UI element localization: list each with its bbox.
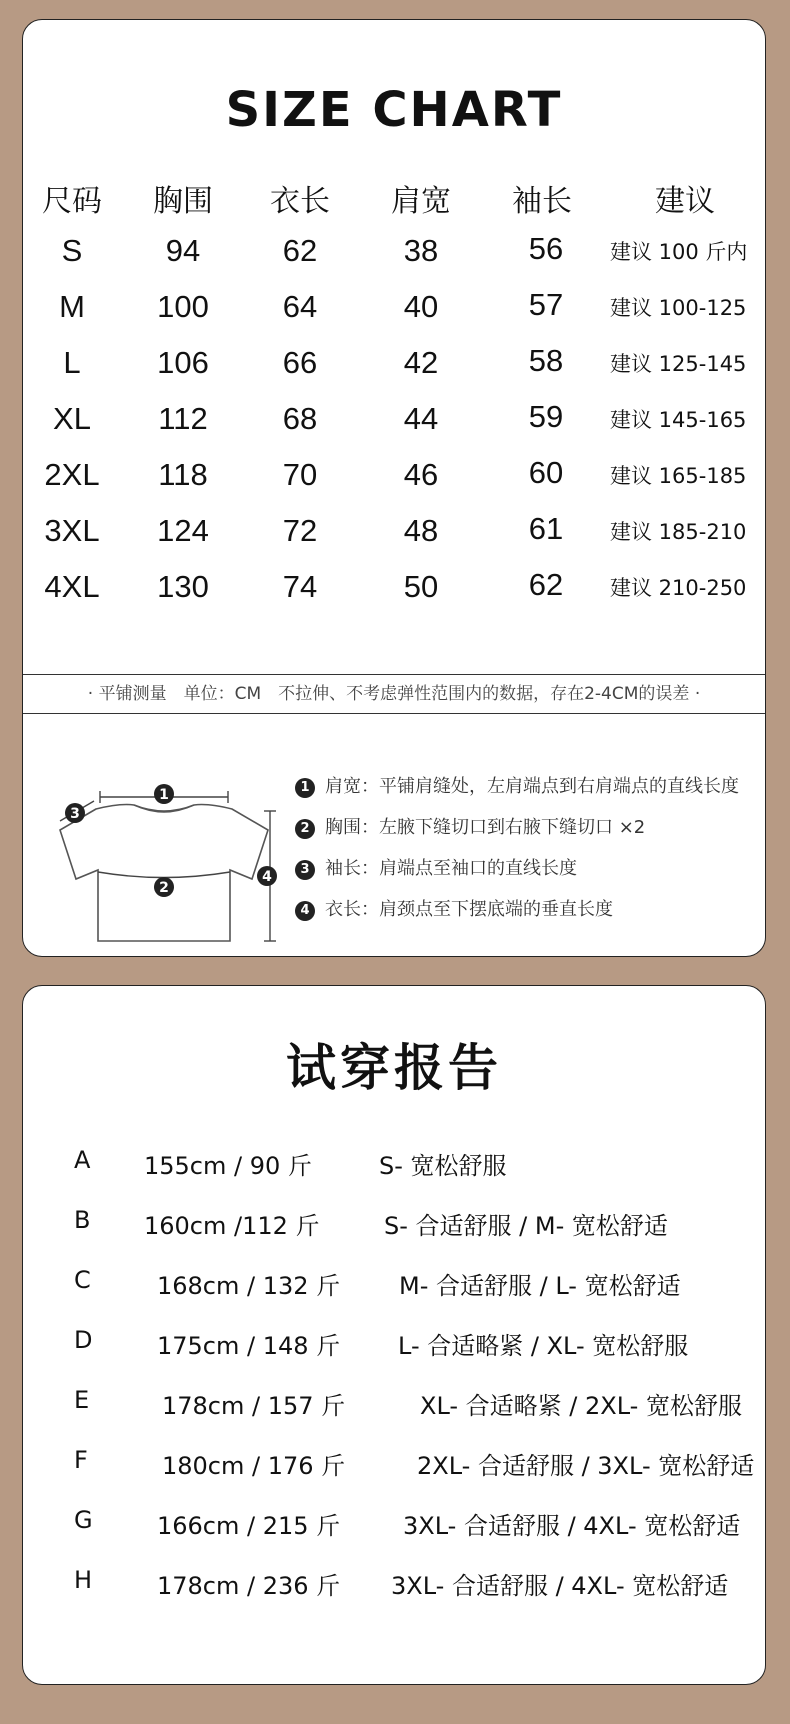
report-stats: 168cm / 132 斤: [157, 1272, 341, 1300]
cell-sleeve: 56: [528, 231, 564, 266]
header-chest: 胸围: [153, 184, 213, 219]
header-sleeve: 袖长: [512, 184, 572, 219]
size-chart-title: SIZE CHART: [225, 82, 563, 138]
cell-length: 74: [282, 569, 318, 604]
cell-length: 68: [282, 401, 318, 436]
try-on-report-card: [22, 985, 766, 1685]
cell-sleeve: 60: [528, 455, 564, 490]
cell-length: 62: [282, 233, 318, 268]
cell-length: 66: [282, 345, 318, 380]
cell-chest: 94: [165, 233, 201, 268]
legend-text: 袖长：肩端点至袖口的直线长度: [325, 858, 577, 879]
mark-2-label: 2: [159, 880, 169, 896]
cell-chest: 112: [158, 401, 208, 436]
report-result: M- 合适舒服 / L- 宽松舒适: [399, 1272, 681, 1300]
legend-item: [295, 854, 577, 880]
cell-length: 72: [282, 513, 318, 548]
legend-text: 衣长：肩颈点至下摆底端的垂直长度: [325, 899, 613, 920]
report-result: S- 合适舒服 / M- 宽松舒适: [384, 1212, 668, 1240]
report-stats: 180cm / 176 斤: [162, 1452, 346, 1480]
header-length: 衣长: [270, 184, 330, 219]
cell-length: 70: [282, 457, 318, 492]
legend-number: 3: [295, 860, 315, 880]
cell-size: 3XL: [44, 513, 100, 548]
legend-number: 2: [295, 819, 315, 839]
cell-size: XL: [53, 401, 91, 436]
cell-shoulder: 46: [403, 457, 439, 492]
tshirt-outline: [60, 805, 268, 942]
cell-shoulder: 40: [403, 289, 439, 324]
header-size: 尺码: [42, 184, 102, 219]
legend-item: [295, 772, 739, 798]
report-id: G: [74, 1506, 93, 1534]
cell-sleeve: 62: [528, 567, 564, 602]
cell-chest: 124: [157, 513, 209, 548]
cell-length: 64: [282, 289, 318, 324]
mark-1-label: 1: [159, 787, 169, 803]
cell-suggest: 建议 125-145: [610, 352, 747, 376]
cell-suggest: 建议 145-165: [610, 408, 747, 432]
cell-size: 2XL: [44, 457, 100, 492]
legend-text: 胸围：左腋下缝切口到右腋下缝切口 ×2: [325, 817, 646, 838]
cell-suggest: 建议 185-210: [610, 520, 747, 544]
report-stats: 178cm / 236 斤: [157, 1572, 341, 1600]
cell-shoulder: 42: [403, 345, 439, 380]
tshirt-diagram: [38, 755, 278, 945]
cell-shoulder: 48: [403, 513, 439, 548]
mark-3-label: 3: [70, 806, 80, 822]
report-id: B: [74, 1206, 91, 1234]
report-id: F: [74, 1446, 88, 1474]
cell-shoulder: 38: [403, 233, 439, 268]
cell-sleeve: 58: [528, 343, 564, 378]
report-stats: 160cm /112 斤: [144, 1212, 320, 1240]
report-result: S- 宽松舒服: [379, 1152, 507, 1180]
cell-suggest: 建议 100 斤内: [610, 240, 748, 264]
legend-item: [295, 895, 613, 921]
cell-size: S: [61, 233, 83, 268]
cell-suggest: 建议 100-125: [610, 296, 747, 320]
report-id: H: [74, 1566, 93, 1594]
legend-number: 4: [295, 901, 315, 921]
report-stats: 175cm / 148 斤: [157, 1332, 341, 1360]
try-on-report-title: 试穿报告: [286, 1039, 502, 1097]
legend-number: 1: [295, 778, 315, 798]
report-result: L- 合适略紧 / XL- 宽松舒服: [398, 1332, 689, 1360]
measurement-note: · 平铺测量 单位：CM 不拉伸、不考虑弹性范围内的数据，存在2-4CM的误差 ·: [23, 674, 765, 714]
cell-chest: 106: [157, 345, 209, 380]
report-stats: 155cm / 90 斤: [144, 1152, 312, 1180]
report-id: D: [74, 1326, 93, 1354]
cell-suggest: 建议 165-185: [610, 464, 747, 488]
report-result: 2XL- 合适舒服 / 3XL- 宽松舒适: [417, 1452, 755, 1480]
legend-text: 肩宽：平铺肩缝处，左肩端点到右肩端点的直线长度: [325, 776, 739, 797]
cell-size: L: [63, 345, 81, 380]
legend-item: [295, 813, 645, 839]
cell-size: M: [59, 289, 85, 324]
cell-shoulder: 50: [403, 569, 439, 604]
report-result: XL- 合适略紧 / 2XL- 宽松舒服: [420, 1392, 742, 1420]
header-suggest: 建议: [655, 184, 715, 219]
report-result: 3XL- 合适舒服 / 4XL- 宽松舒适: [391, 1572, 729, 1600]
cell-suggest: 建议 210-250: [610, 576, 747, 600]
header-shoulder: 肩宽: [391, 184, 451, 219]
cell-chest: 100: [157, 289, 209, 324]
report-stats: 166cm / 215 斤: [157, 1512, 341, 1540]
cell-chest: 130: [157, 569, 209, 604]
cell-chest: 118: [158, 457, 208, 492]
cell-sleeve: 61: [528, 511, 564, 546]
report-id: A: [74, 1146, 91, 1174]
report-id: C: [74, 1266, 91, 1294]
mark-4-label: 4: [262, 869, 272, 885]
cell-sleeve: 57: [528, 287, 564, 322]
size-chart-card: [22, 19, 766, 957]
report-result: 3XL- 合适舒服 / 4XL- 宽松舒适: [403, 1512, 741, 1540]
cell-sleeve: 59: [528, 399, 564, 434]
cell-size: 4XL: [44, 569, 100, 604]
report-id: E: [74, 1386, 90, 1414]
report-stats: 178cm / 157 斤: [162, 1392, 346, 1420]
cell-shoulder: 44: [403, 401, 439, 436]
